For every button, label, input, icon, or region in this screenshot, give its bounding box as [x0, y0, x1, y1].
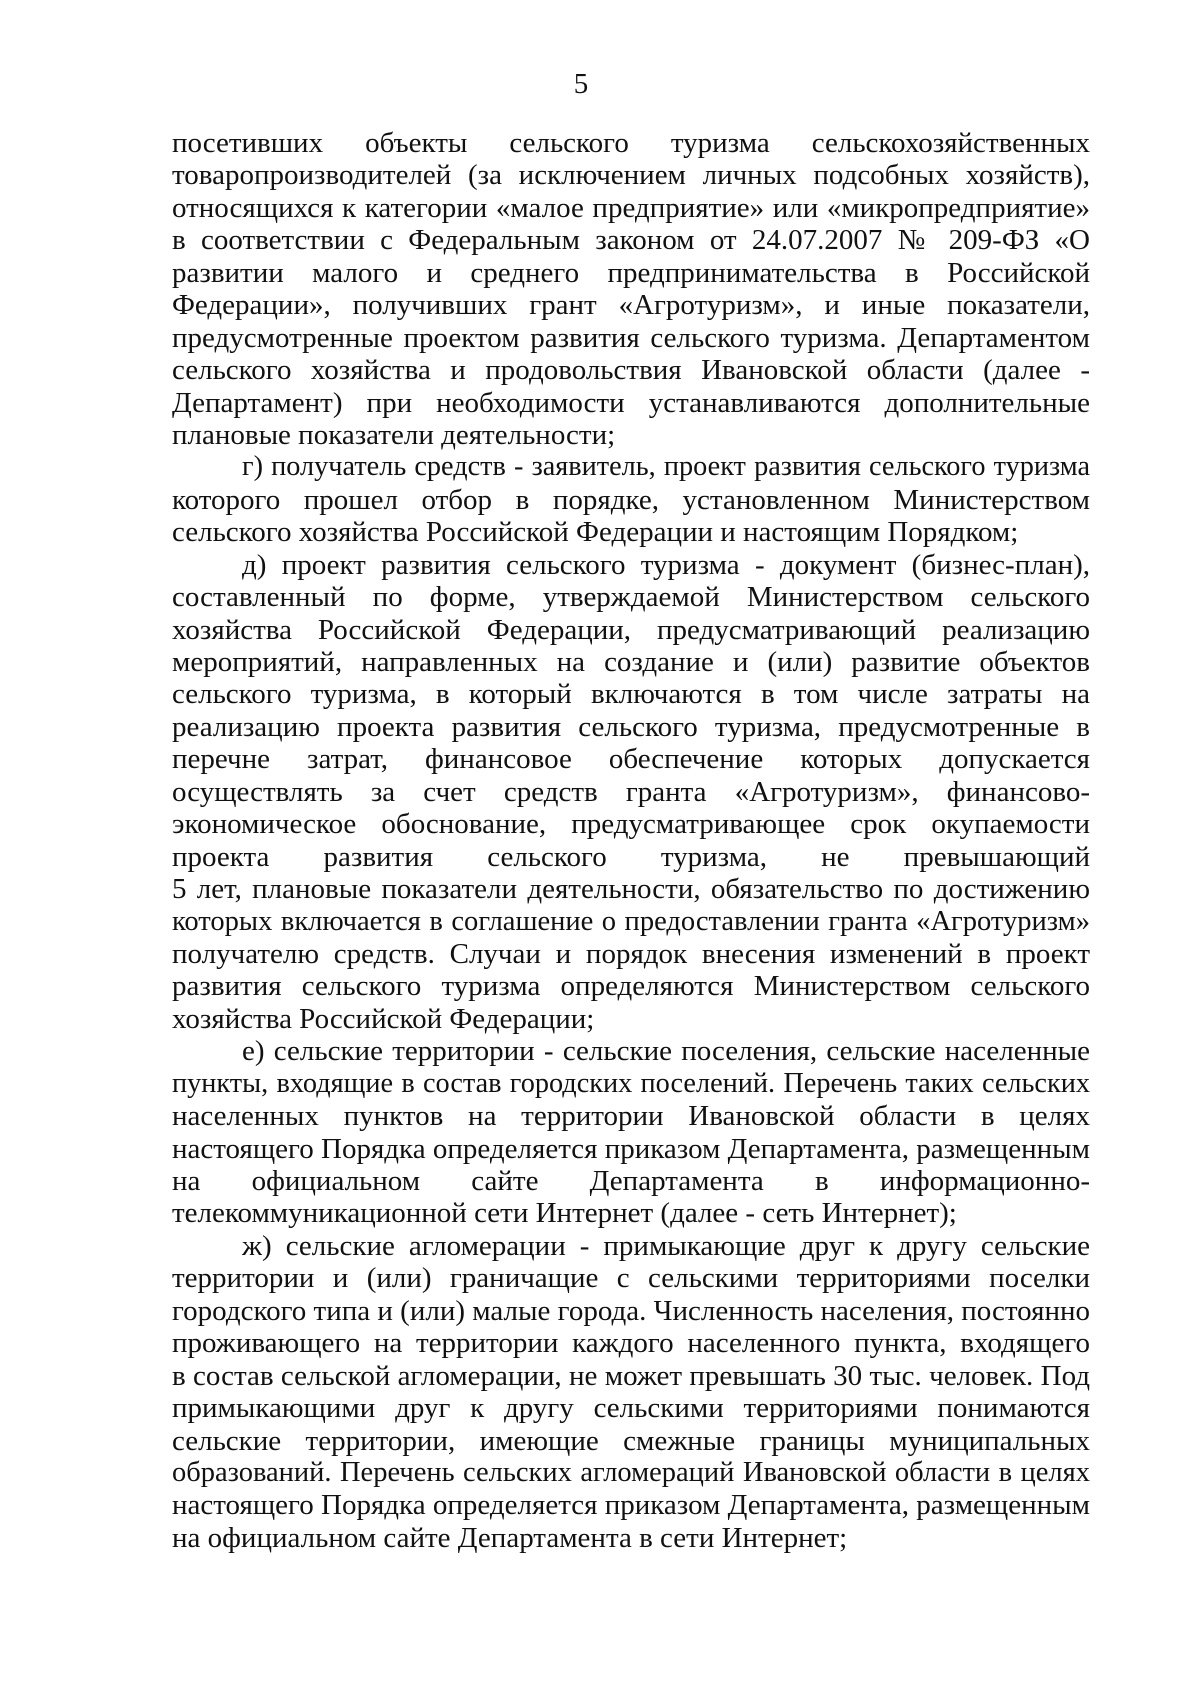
text-line: в состав сельской агломерации, не может превышать 30 тыс. человек. Под	[172, 1359, 1090, 1392]
text-line: развитии малого и среднего предпринимательства в Российской	[172, 256, 1090, 289]
paragraph-continuation	[172, 127, 1090, 451]
text-line: экономическое обоснование, предусматривающее срок окупаемости	[172, 808, 1090, 841]
text-line: д) проект развития сельского туризма - документ (бизнес-план),	[242, 548, 1090, 581]
text-line: образований. Перечень сельских агломераций Ивановской области в целях	[172, 1456, 1090, 1488]
text-line: Федерации», получивших грант «Агротуризм», и иные показатели,	[172, 289, 1090, 322]
text-line: городского типа и (или) малые города. Численность населения, постоянно	[172, 1294, 1090, 1327]
text-line: в соответствии с Федеральным законом от 24.07.2007 № 209-ФЗ «О	[172, 224, 1090, 257]
text-line: проживающего на территории каждого населенного пункта, входящего	[172, 1327, 1090, 1360]
text-line: которого прошел отбор в порядке, установленном Министерством	[172, 483, 1090, 516]
document-body	[172, 127, 1090, 1554]
paragraph-item-zh	[172, 1230, 1090, 1554]
text-line: проекта развития сельского туризма, не превышающий	[172, 840, 1090, 873]
text-line: Департамент) при необходимости устанавливаются дополнительные	[172, 386, 1090, 419]
text-line: е) сельские территории - сельские поселения, сельские населенные	[242, 1035, 1090, 1068]
text-line: сельские территории, имеющие смежные границы муниципальных	[172, 1424, 1090, 1457]
text-line: сельского туризма, в который включаются в том числе затраты на	[172, 678, 1090, 711]
text-line: примыкающими друг к другу сельскими территориями понимаются	[172, 1392, 1090, 1425]
text-line: реализацию проекта развития сельского туризма, предусмотренные в	[172, 710, 1090, 743]
text-line: настоящего Порядка определяется приказом Департамента, размещенным	[172, 1132, 1090, 1165]
text-line: сельского хозяйства и продовольствия Ивановской области (далее -	[172, 354, 1090, 387]
text-line: сельского хозяйства Российской Федерации и настоящим Порядком;	[172, 516, 1019, 549]
text-line: пункты, входящие в состав городских поселений. Перечень таких сельских	[172, 1067, 1090, 1099]
text-line: телекоммуникационной сети Интернет (далее - сеть Интернет);	[172, 1197, 957, 1230]
text-line: территории и (или) граничащие с сельскими территориями поселки	[172, 1262, 1090, 1295]
text-line: на официальном сайте Департамента в информационно-	[172, 1165, 1090, 1197]
text-line: товаропроизводителей (за исключением личных подсобных хозяйств),	[172, 159, 1090, 192]
text-line: посетивших объекты сельского туризма сельскохозяйственных	[172, 127, 1090, 159]
text-line: населенных пунктов на территории Ивановской области в целях	[172, 1100, 1090, 1133]
text-line: на официальном сайте Департамента в сети Интернет;	[172, 1521, 848, 1554]
paragraph-item-e	[172, 1035, 1090, 1230]
text-line: 5 лет, плановые показатели деятельности, обязательство по достижению	[172, 873, 1090, 906]
text-line: относящихся к категории «малое предприятие» или «микропредприятие»	[172, 191, 1090, 224]
text-line: плановые показатели деятельности;	[172, 418, 616, 451]
text-line: развития сельского туризма определяются Министерством сельского	[172, 970, 1090, 1003]
text-line: предусмотренные проектом развития сельского туризма. Департаментом	[172, 321, 1090, 354]
text-line: хозяйства Российской Федерации, предусматривающий реализацию	[172, 613, 1090, 646]
text-line: настоящего Порядка определяется приказом Департамента, размещенным	[172, 1489, 1090, 1522]
text-line: составленный по форме, утверждаемой Министерством сельского	[172, 581, 1090, 614]
text-line: ж) сельские агломерации - примыкающие друг к другу сельские	[242, 1229, 1090, 1262]
paragraph-item-d	[172, 549, 1090, 1036]
text-line: которых включается в соглашение о предоставлении гранта «Агротуризм»	[172, 905, 1090, 937]
text-line: получателю средств. Случаи и порядок внесения изменений в проект	[172, 937, 1090, 970]
text-line: хозяйства Российской Федерации;	[172, 1002, 595, 1035]
paragraph-item-g	[172, 451, 1090, 548]
text-line: осуществлять за счет средств гранта «Агротуризм», финансово-	[172, 775, 1090, 808]
text-line: мероприятий, направленных на создание и (или) развитие объектов	[172, 646, 1090, 678]
page-number: 5	[573, 68, 589, 100]
text-line: перечне затрат, финансовое обеспечение которых допускается	[172, 743, 1090, 776]
text-line: г) получатель средств - заявитель, проект развития сельского туризма	[242, 451, 1090, 483]
